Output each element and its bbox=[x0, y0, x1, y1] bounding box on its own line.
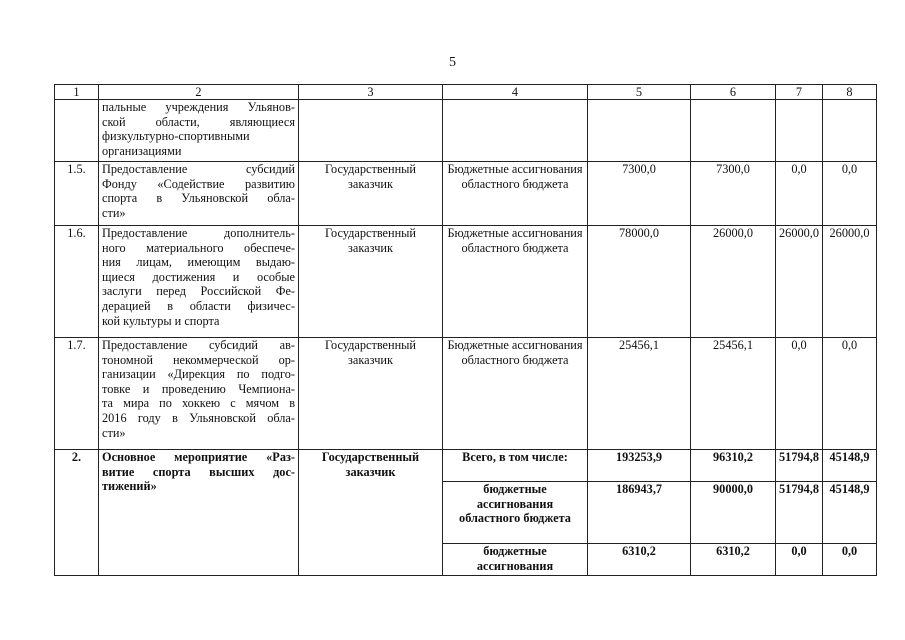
column-header: 4 bbox=[443, 85, 588, 100]
value-cell: 45148,9 bbox=[823, 482, 877, 544]
measure-name-line: товке и проведению Чемпиона- bbox=[102, 381, 295, 396]
measure-name-line: Предоставление дополнитель- bbox=[102, 226, 295, 240]
value-cell: 26000,0 bbox=[823, 226, 877, 338]
table-row bbox=[55, 162, 877, 226]
measure-name-line: Предоставление субсидий ав- bbox=[102, 338, 295, 352]
value-cell bbox=[588, 100, 691, 162]
measure-name-line: спорта в Ульяновской обла- bbox=[102, 191, 295, 206]
value-cell bbox=[691, 100, 776, 162]
value-cell: 51794,8 bbox=[776, 450, 823, 482]
row-number: 1.7. bbox=[55, 338, 99, 450]
measure-name-line: Фонду «Содействие развитию bbox=[102, 176, 295, 191]
value-cell: 7300,0 bbox=[588, 162, 691, 226]
row-number: 1.5. bbox=[55, 162, 99, 226]
value-cell bbox=[776, 100, 823, 162]
table-row bbox=[55, 226, 877, 338]
value-cell bbox=[823, 100, 877, 162]
measure-name bbox=[99, 338, 299, 450]
executor-cell bbox=[299, 100, 443, 162]
executor-cell: Государственный заказчик bbox=[299, 338, 443, 450]
funding-source-cell: Бюджетные ассигнования областного бюджета bbox=[443, 226, 588, 338]
measure-name-line: та мира по хоккею с мячом в bbox=[102, 396, 295, 411]
table-row bbox=[55, 338, 877, 450]
value-cell: 0,0 bbox=[823, 338, 877, 450]
value-cell: 193253,9 bbox=[588, 450, 691, 482]
executor-cell: Государственный заказчик bbox=[299, 450, 443, 576]
measure-name bbox=[99, 162, 299, 226]
measure-name-line: физкультурно-спортивными bbox=[102, 129, 250, 144]
executor-cell: Государственный заказчик bbox=[299, 162, 443, 226]
table-header-row bbox=[55, 85, 877, 100]
measure-name-line: ного материального обеспече- bbox=[102, 240, 295, 255]
measure-name-line: тономной некоммерческой ор- bbox=[102, 352, 295, 367]
executor-cell: Государственный заказчик bbox=[299, 226, 443, 338]
measure-name-line: сти» bbox=[102, 425, 126, 440]
measure-name-line: Основное мероприятие «Раз- bbox=[102, 450, 295, 464]
value-cell: 51794,8 bbox=[776, 482, 823, 544]
value-cell: 186943,7 bbox=[588, 482, 691, 544]
funding-source-cell: бюджетные ассигнования bbox=[443, 544, 588, 576]
value-cell: 7300,0 bbox=[691, 162, 776, 226]
row-number: 2. bbox=[55, 450, 99, 576]
measure-name-line: щиеся достижения и особые bbox=[102, 269, 295, 284]
value-cell: 0,0 bbox=[776, 338, 823, 450]
funding-source-cell: бюджетные ассигнования областного бюджета bbox=[443, 482, 588, 544]
value-cell: 26000,0 bbox=[776, 226, 823, 338]
measure-name bbox=[99, 100, 299, 162]
value-cell: 78000,0 bbox=[588, 226, 691, 338]
funding-source-cell bbox=[443, 100, 588, 162]
measure-name-line: кой культуры и спорта bbox=[102, 313, 220, 328]
measure-name-line: ганизации «Дирекция по подго- bbox=[102, 367, 295, 382]
measure-name-line: ской области, являющиеся bbox=[102, 114, 295, 129]
page-number: 5 bbox=[449, 55, 456, 70]
table-row bbox=[55, 100, 877, 162]
budget-table bbox=[54, 84, 877, 576]
measure-name-line: пальные учреждения Ульянов- bbox=[102, 100, 295, 114]
funding-source-cell: Бюджетные ассигнования областного бюджета bbox=[443, 162, 588, 226]
value-cell: 0,0 bbox=[823, 162, 877, 226]
measure-name bbox=[99, 226, 299, 338]
column-header: 1 bbox=[55, 85, 99, 100]
value-cell: 0,0 bbox=[776, 162, 823, 226]
row-number bbox=[55, 100, 99, 162]
value-cell: 25456,1 bbox=[691, 338, 776, 450]
value-cell: 26000,0 bbox=[691, 226, 776, 338]
value-cell: 25456,1 bbox=[588, 338, 691, 450]
measure-name-line: тижений» bbox=[102, 479, 157, 494]
column-header: 8 bbox=[823, 85, 877, 100]
measure-name-line: 2016 году в Ульяновской обла- bbox=[102, 410, 295, 425]
measure-name-line: сти» bbox=[102, 205, 126, 220]
value-cell: 6310,2 bbox=[691, 544, 776, 576]
value-cell: 96310,2 bbox=[691, 450, 776, 482]
measure-name-line: Предоставление субсидий bbox=[102, 162, 295, 176]
main-event-row bbox=[55, 450, 877, 482]
value-cell: 0,0 bbox=[823, 544, 877, 576]
measure-name-line: дерацией в области физичес- bbox=[102, 298, 295, 313]
column-header: 7 bbox=[776, 85, 823, 100]
value-cell: 6310,2 bbox=[588, 544, 691, 576]
measure-name-line: ния лицам, имеющим выдаю- bbox=[102, 255, 295, 270]
column-header: 6 bbox=[691, 85, 776, 100]
measure-name-line: организациями bbox=[102, 143, 182, 158]
row-number: 1.6. bbox=[55, 226, 99, 338]
value-cell: 45148,9 bbox=[823, 450, 877, 482]
measure-name bbox=[99, 450, 299, 576]
funding-source-cell: Всего, в том числе: bbox=[443, 450, 588, 482]
funding-source-cell: Бюджетные ассигнования областного бюджета bbox=[443, 338, 588, 450]
column-header: 5 bbox=[588, 85, 691, 100]
column-header: 3 bbox=[299, 85, 443, 100]
column-header: 2 bbox=[99, 85, 299, 100]
value-cell: 0,0 bbox=[776, 544, 823, 576]
measure-name-line: заслуги перед Российской Фе- bbox=[102, 284, 295, 299]
measure-name-line: витие спорта высших дос- bbox=[102, 464, 295, 479]
value-cell: 90000,0 bbox=[691, 482, 776, 544]
